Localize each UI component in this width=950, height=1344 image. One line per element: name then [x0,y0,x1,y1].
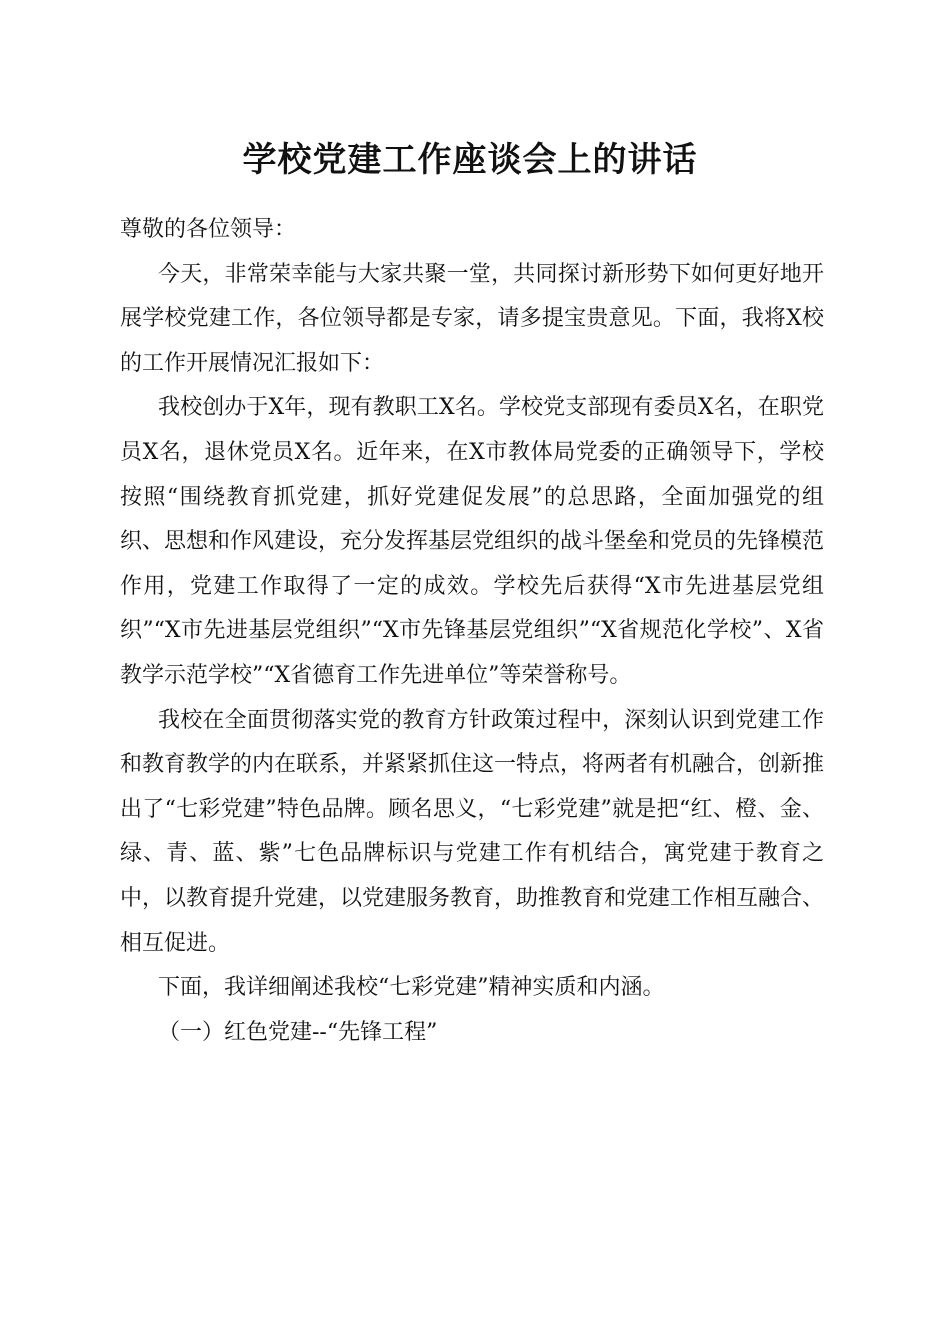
paragraph-seven-color-brand: 我校在全面贯彻落实党的教育方针政策过程中，深刻认识到党建工作和教育教学的内在联系，并紧紧抓住这一特点，将两者有机融合，创新推出了“七彩党建”特色品牌。顾名思义，“七彩党建”就是把“红、橙、金、绿、青、蓝、紫”七色品牌标识与党建工作有机结合，寓党建于教育之中，以教育提升党建，以党建服务教育，助推教育和党建工作相互融合、相互促进。 [120,707,825,956]
section-heading: （一）红色党建--“先锋工程” [158,1019,438,1045]
paragraph-transition: 下面，我详细阐述我校“七彩党建”精神实质和内涵。 [158,975,665,1001]
document-title: 学校党建工作座谈会上的讲话 [242,140,698,180]
document-body [120,208,824,1055]
salutation: 尊敬的各位领导： [120,217,297,242]
paragraph-opening: 今天，非常荣幸能与大家共聚一堂，共同探讨新形势下如何更好地开展学校党建工作，各位领导都是专家，请多提宝贵意见。下面，我将X校的工作开展情况汇报如下： [120,261,824,376]
paragraph-school-overview: 我校创办于X年，现有教职工X名。学校党支部现有委员X名，在职党员X名，退休党员X名。近年来，在X市教体局党委的正确领导下，学校按照“围绕教育抓党建，抓好党建促发展”的总思路，全面加强党的组织、思想和作风建设，充分发挥基层党组织的战斗堡垒和党员的先锋模范作用，党建工作取得了一定的成效。学校先后获得“X市先进基层党组织”“X市先进基层党组织”“X市先锋基层党组织”“X省规范化学校”、X省教学示范学校”“X省德育工作先进单位”等荣誉称号。 [120,395,825,688]
